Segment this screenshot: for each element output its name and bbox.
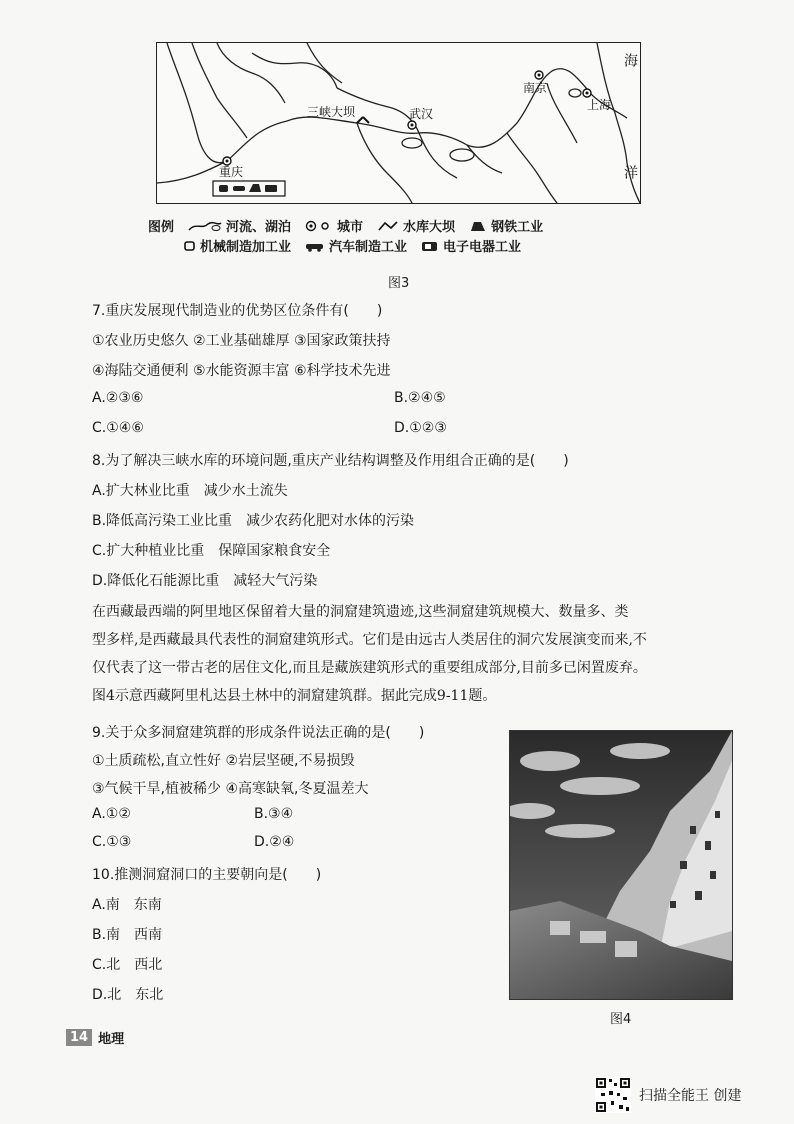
legend-city [305,216,363,235]
page-footer [66,1028,124,1047]
city-icon [305,220,333,232]
q7-option-d[interactable]: D.①②③ [394,420,447,436]
q10-option-d[interactable]: D.北 东北 [92,987,164,1003]
map-label-chongqing: 重庆 [219,165,244,179]
legend-city-label: 城市 [337,220,364,235]
q7-conditions-1: ①农业历史悠久 ②工业基础雄厚 ③国家政策扶持 [92,333,391,349]
machinery-icon [184,240,196,252]
q10-option-c[interactable]: C.北 西北 [92,957,163,973]
steel-icon [469,219,487,233]
q7-option-b[interactable]: B.②④⑤ [394,390,446,406]
q8-option-a[interactable]: A.扩大林业比重 减少水土流失 [92,483,288,499]
legend-machinery [184,236,291,255]
legend-machinery-label: 机械制造加工业 [200,240,292,255]
car-icon [305,240,325,252]
q9-option-d[interactable]: D.②④ [254,834,295,850]
map-label-sanxia: 三峡大坝 [307,105,356,119]
legend-steel [469,216,543,235]
map-label-hai: 海 [622,53,638,69]
passage-line-1: 在西藏最西端的阿里地区保留着大量的洞窟建筑遗迹,这些洞窟建筑规模大、数量多、类 [92,604,629,620]
q7-option-c[interactable]: C.①④⑥ [92,420,144,436]
scanner-text: 扫描全能王 创建 [639,1088,742,1104]
legend-row-2 [184,236,535,255]
q8-option-c[interactable]: C.扩大种植业比重 保障国家粮食安全 [92,543,331,559]
cave-photo-drawing [510,731,732,999]
passage [92,598,732,710]
qr-code-icon [595,1077,631,1113]
q9-option-b[interactable]: B.③④ [254,806,294,822]
page-number: 14 [66,1029,92,1046]
scanner-watermark [595,1077,741,1113]
q9-option-a[interactable]: A.①② [92,806,131,822]
map-label-nanjing: 南京 [523,81,548,95]
q9-conditions-2: ③气候干旱,植被稀少 ④高寒缺氧,冬夏温差大 [92,781,369,797]
map-label-yang: 洋 [622,165,638,181]
q9-conditions-1: ①土质疏松,直立性好 ②岩层坚硬,不易损毁 [92,753,355,769]
legend-row-1 [148,216,557,235]
passage-line-4: 图4示意西藏阿里札达县土林中的洞窟建筑群。据此完成9-11题。 [92,688,497,704]
q8-stem: 8.为了解决三峡水库的环境问题,重庆产业结构调整及作用组合正确的是( ) [92,453,569,469]
legend-dam-label: 水库大坝 [403,220,456,235]
map-label-shanghai: 上海 [587,98,612,112]
legend-steel-label: 钢铁工业 [491,220,544,235]
q7-option-a[interactable]: A.②③⑥ [92,390,144,406]
passage-line-3: 仅代表了这一带古老的居住文化,而且是藏族建筑形式的重要组成部分,目前多已闲置废弃。 [92,660,647,676]
legend-title: 图例 [148,220,175,235]
q10-option-a[interactable]: A.南 东南 [92,897,162,913]
q7-conditions-2: ④海陆交通便利 ⑤水能资源丰富 ⑥科学技术先进 [92,363,391,379]
map-label-wuhan: 武汉 [409,107,434,121]
legend-river [188,216,291,235]
q10-option-b[interactable]: B.南 西南 [92,927,163,943]
q9-stem: 9.关于众多洞窟建筑群的形成条件说法正确的是( ) [92,725,425,741]
figure-4-caption: 图4 [610,1012,632,1027]
q10-stem: 10.推测洞窟洞口的主要朝向是( ) [92,867,322,883]
q9-option-c[interactable]: C.①③ [92,834,132,850]
legend-dam [377,216,455,235]
q7-stem: 7.重庆发展现代制造业的优势区位条件有( ) [92,303,383,319]
electronics-icon [421,240,439,252]
subject-label: 地理 [98,1032,125,1047]
legend-auto [305,236,407,255]
q8-option-b[interactable]: B.降低高污染工业比重 减少农药化肥对水体的污染 [92,513,415,529]
map-figure-3 [156,42,641,204]
q8-option-d[interactable]: D.降低化石能源比重 减轻大气污染 [92,573,318,589]
figure-3-caption: 图3 [388,276,410,291]
dam-icon [377,220,399,232]
legend-electronics-label: 电子电器工业 [443,240,522,255]
cave-photo [509,730,733,1000]
river-icon [188,220,222,232]
legend-river-label: 河流、湖泊 [226,220,292,235]
legend-electronics [421,236,521,255]
passage-line-2: 型多样,是西藏最具代表性的洞窟建筑形式。它们是由远古人类居住的洞穴发展演变而来,不 [92,632,647,648]
legend-auto-label: 汽车制造工业 [329,240,408,255]
